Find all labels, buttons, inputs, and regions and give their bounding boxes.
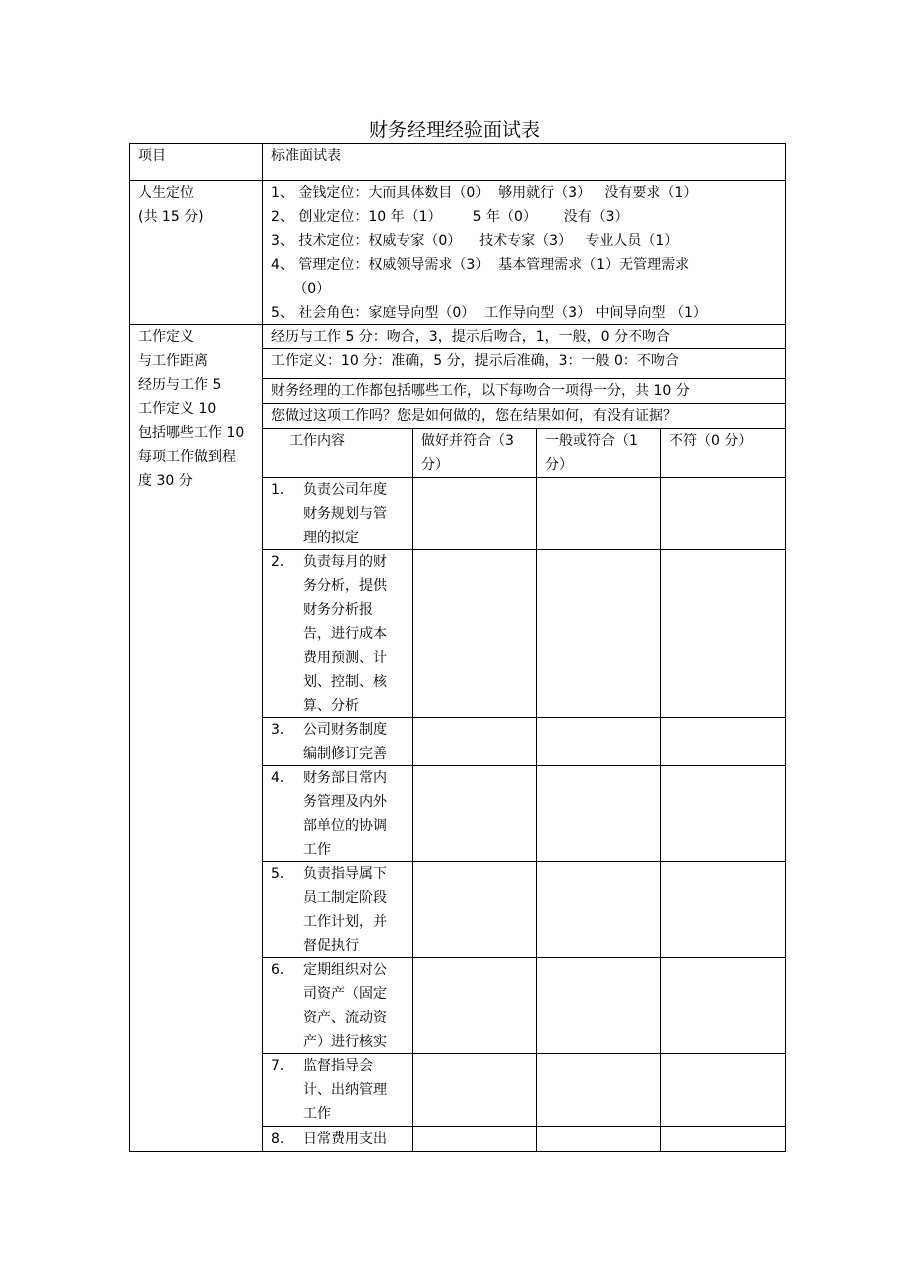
task-description: 务管理及内外 [303,794,387,810]
work-score-line: 工作定义：10 分：准确，5 分，提示后准确，3：一般 0：不吻合 [271,353,679,369]
task-description: 日常费用支出 [303,1131,387,1147]
task-description: 告，进行成本 [303,626,387,642]
task-number: 3. [271,722,285,738]
task-description: 督促执行 [303,938,359,954]
life-criteria-item: 2、 创业定位：10 年（1） 5 年（0） 没有（3） [271,209,629,225]
work-section-label: 包括哪些工作 10 [138,425,245,441]
work-score-line: 您做过这项工作吗？您是如何做的，您在结果如何，有没有证据？ [271,408,677,424]
work-section-label: 经历与工作 5 [138,377,222,393]
task-description: 工作 [303,842,331,858]
task-description: 资产、流动资 [303,1010,387,1026]
subtable-header: 不符（0 分） [669,433,753,449]
subtable-col-divider-2 [536,428,537,1152]
subtable-header: 一般或符合（1 [545,433,638,449]
task-description: 划、控制、核 [303,674,387,690]
work-score-line: 经历与工作 5 分：吻合，3，提示后吻合，1，一般，0 分不吻合 [271,329,670,345]
task-description: 产）进行核实 [303,1034,387,1050]
task-description: 理的拟定 [303,530,359,546]
life-criteria-item: 4、 管理定位：权威领导需求（3） 基本管理需求（1）无管理需求 [271,257,690,273]
work-section-label: 工作定义 10 [138,401,217,417]
work-section-label: 度 30 分 [138,473,193,489]
task-description: 编制修订完善 [303,746,387,762]
task-description: 工作 [303,1106,331,1122]
task-number: 5. [271,866,285,882]
subtable-col-divider-3 [660,428,661,1152]
task-description: 负责指导属下 [303,866,387,882]
task-description: 算、分析 [303,698,359,714]
task-description: 计、出纳管理 [303,1082,387,1098]
task-description: 工作计划，并 [303,914,387,930]
table-right-border [785,143,786,1152]
subtable-header: 工作内容 [289,433,345,449]
header-standard-label: 标准面试表 [271,148,341,164]
subtable-header: 做好并符合（3 [421,433,514,449]
task-number: 7. [271,1058,285,1074]
task-description: 费用预测、计 [303,650,387,666]
task-description: 财务规划与管 [303,506,387,522]
task-description: 监督指导会 [303,1058,373,1074]
life-criteria-item: 1、 金钱定位：大而具体数目（0） 够用就行（3） 没有要求（1） [271,185,698,201]
task-number: 2. [271,554,285,570]
task-description: 公司财务制度 [303,722,387,738]
task-description: 财务分析报 [303,602,373,618]
task-description: 员工制定阶段 [303,890,387,906]
task-description: 务分析，提供 [303,578,387,594]
task-description: 司资产（固定 [303,986,387,1002]
life-section-label: (共 15 分) [138,209,204,225]
table-bottom-border [129,1151,786,1152]
header-project-label: 项目 [138,148,166,164]
subtable-header: 分） [421,457,449,473]
subtable-col-divider-1 [412,428,413,1152]
task-description: 负责公司年度 [303,482,387,498]
table-top-border [129,143,786,144]
task-description: 负责每月的财 [303,554,387,570]
task-description: 部单位的协调 [303,818,387,834]
life-criteria-item: （0） [271,281,331,297]
task-number: 8. [271,1131,285,1147]
work-section-label: 与工作距离 [138,353,208,369]
task-description: 定期组织对公 [303,962,387,978]
work-section-label: 工作定义 [138,329,194,345]
work-section-label: 每项工作做到程 [138,449,236,465]
task-number: 1. [271,482,285,498]
life-criteria-item: 3、 技术定位：权威专家（0） 技术专家（3） 专业人员（1） [271,233,679,249]
task-number: 4. [271,770,285,786]
subtable-header: 分） [545,457,573,473]
task-description: 财务部日常内 [303,770,387,786]
page-title: 财务经理经验面试表 [368,119,540,141]
column-divider [262,143,263,1152]
table-left-border [129,143,130,1152]
task-number: 6. [271,962,285,978]
life-section-label: 人生定位 [138,185,194,201]
life-criteria-item: 5、 社会角色：家庭导向型（0） 工作导向型（3） 中间导向型 （1） [271,305,707,321]
work-score-line: 财务经理的工作都包括哪些工作，以下每吻合一项得一分，共 10 分 [271,383,690,399]
